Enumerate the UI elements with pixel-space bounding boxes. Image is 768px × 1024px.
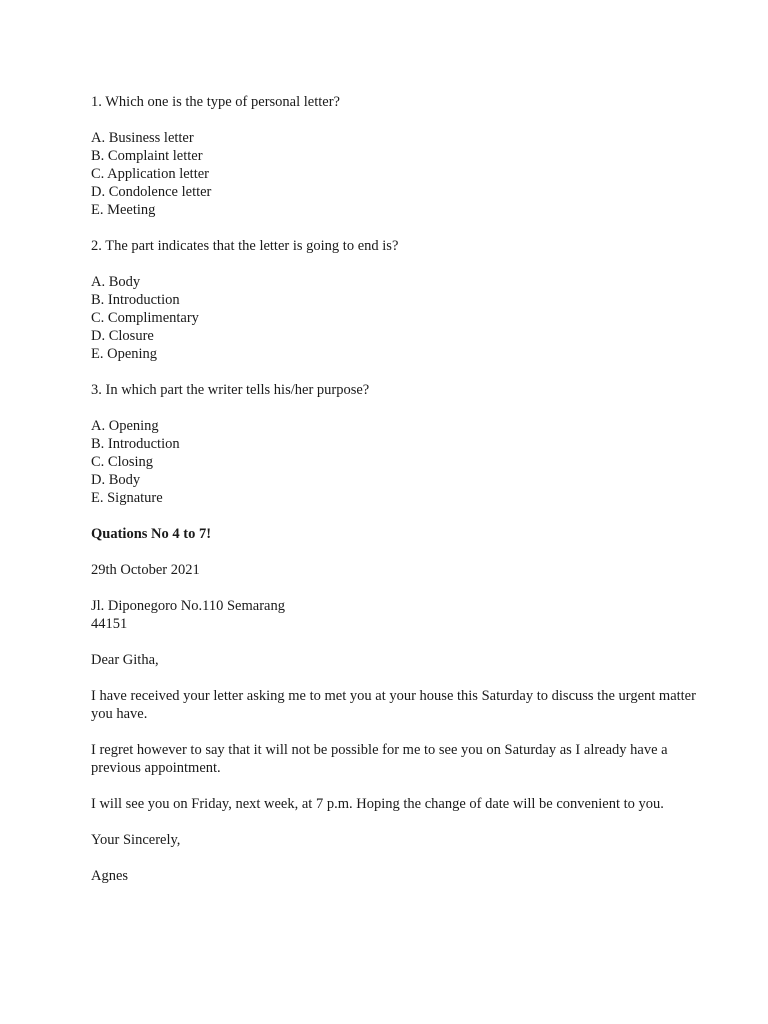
letter-address-line-1: Jl. Diponegoro No.110 Semarang [91, 598, 285, 614]
option-d: D. Closure [91, 328, 154, 344]
option-b: B. Introduction [91, 436, 180, 452]
option-a: A. Business letter [91, 130, 194, 146]
option-c: C. Application letter [91, 166, 209, 182]
question-text: 3. In which part the writer tells his/her purpose? [91, 382, 370, 398]
document-page [91, 93, 701, 885]
letter-paragraph-2: I regret however to say that it will not be possible for me to see you on Saturday as I already have a previous appointment. [91, 742, 668, 776]
letter-paragraph-3: I will see you on Friday, next week, at 7 p.m. Hoping the change of date will be convenient to you. [91, 796, 664, 812]
question-3 [91, 381, 701, 507]
question-1 [91, 93, 701, 219]
option-e: E. Opening [91, 346, 158, 362]
letter-salutation: Dear Githa, [91, 652, 159, 668]
option-b: B. Complaint letter [91, 148, 203, 164]
option-e: E. Signature [91, 490, 163, 506]
option-a: A. Body [91, 274, 141, 290]
option-a: A. Opening [91, 418, 159, 434]
option-e: E. Meeting [91, 202, 156, 218]
question-text: 1. Which one is the type of personal letter? [91, 94, 340, 110]
letter-paragraph-1: I have received your letter asking me to met you at your house this Saturday to discuss the urgent matter you have. [91, 688, 696, 722]
question-2 [91, 237, 701, 363]
letter-date: 29th October 2021 [91, 562, 200, 578]
letter [91, 561, 701, 885]
option-d: D. Condolence letter [91, 184, 212, 200]
option-c: C. Closing [91, 454, 154, 470]
letter-signature: Agnes [91, 868, 129, 884]
option-c: C. Complimentary [91, 310, 199, 326]
option-b: B. Introduction [91, 292, 180, 308]
section-heading: Quations No 4 to 7! [91, 526, 212, 542]
question-text: 2. The part indicates that the letter is going to end is? [91, 238, 399, 254]
option-d: D. Body [91, 472, 141, 488]
letter-address-line-2: 44151 [91, 616, 128, 632]
letter-closing: Your Sincerely, [91, 832, 181, 848]
